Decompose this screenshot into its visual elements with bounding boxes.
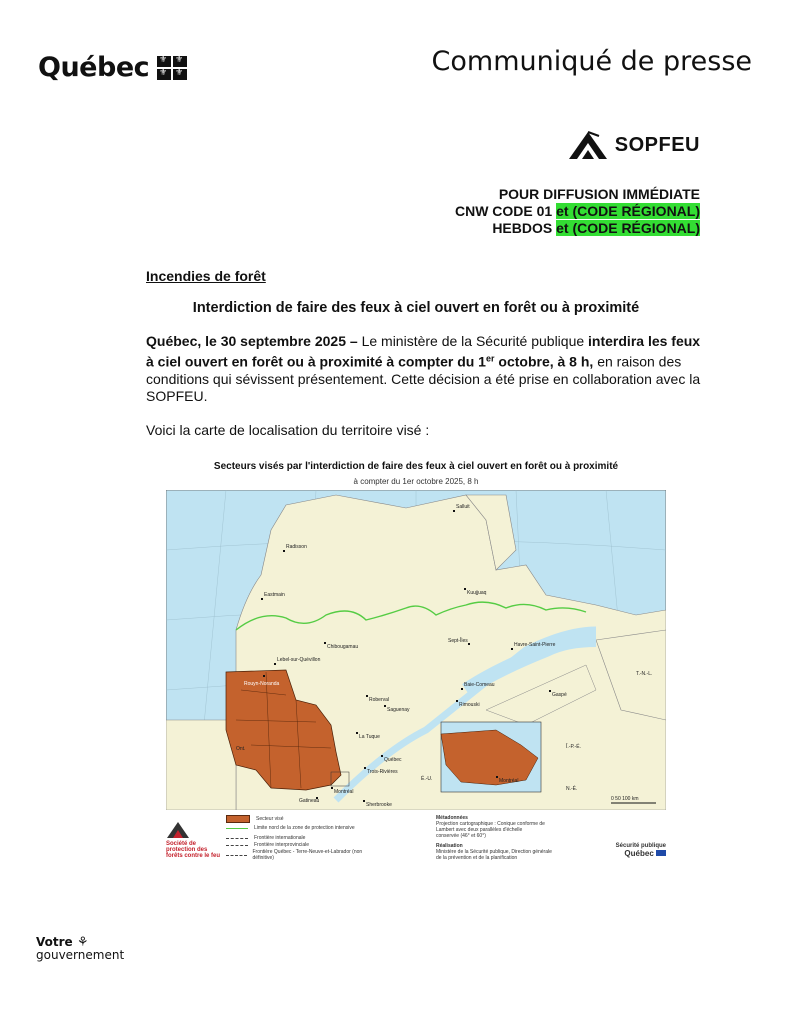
dateline: Québec, le 30 septembre 2025 – xyxy=(146,333,358,349)
quebec-flag-icon xyxy=(656,850,666,856)
legend-interprov xyxy=(226,842,309,848)
paragraph-1 xyxy=(146,333,702,405)
regional-code-highlight: et (CODE RÉGIONAL) xyxy=(556,220,700,236)
legend-label: Secteur visé xyxy=(256,816,284,822)
footer-votre: Votre xyxy=(36,935,73,949)
sopfeu-caption: Société de protection des forêts contre le feu xyxy=(166,841,221,859)
msp-line-1: Sécurité publique xyxy=(615,843,666,849)
city-label: Montréal xyxy=(334,789,354,795)
legend-intl xyxy=(226,835,305,841)
sopfeu-map-triangle-icon xyxy=(166,821,190,839)
city-label: Gatineau xyxy=(299,798,320,804)
legend-metadata xyxy=(436,815,546,839)
region-label: T.-N.-L. xyxy=(636,671,653,677)
legend-label: Frontière interprovinciale xyxy=(254,842,310,848)
map-title: Secteurs visés par l'interdiction de faire des feux à ciel ouvert en forêt ou à proximité xyxy=(213,461,619,472)
hebdos-code: HEBDOS xyxy=(492,220,557,236)
sopfeu-triangle-icon xyxy=(567,130,609,160)
metadata-text: Projection cartographique : Conique conforme de Lambert avec deux parallèles d'échelle conservée (46° et 60°) xyxy=(436,821,545,839)
body-emphasis: octobre, à 8 h, xyxy=(494,353,594,370)
city-label: Eastmain xyxy=(264,592,285,598)
interprov-swatch xyxy=(226,845,248,846)
city-label: Gaspé xyxy=(552,692,567,698)
city-label: Roberval xyxy=(369,697,390,703)
sopfeu-map-logo xyxy=(166,821,221,859)
msp-quebec-word: Québec xyxy=(624,849,654,858)
metadata-title: Métadonnées xyxy=(436,815,468,821)
body-text: en raison des conditions qui sévissent présentement. Cette décision a été prise en collaboration avec la SOPFEU. xyxy=(146,353,701,404)
sector-swatch xyxy=(226,815,250,823)
cnw-code: CNW CODE 01 xyxy=(454,203,557,219)
topic-heading: Incendies de forêt xyxy=(146,268,266,284)
region-label: Î.-P.-É. xyxy=(566,744,581,750)
region-label: É.-U. xyxy=(421,776,433,782)
quebec-logo xyxy=(38,52,187,83)
fleur-sprout-icon: ⚘ xyxy=(76,935,89,950)
distribution-line-2 xyxy=(455,203,700,220)
legend-sector xyxy=(226,815,284,823)
msp-logo xyxy=(616,843,666,858)
intl-swatch xyxy=(226,838,248,839)
legend-label: Limite nord de la zone de protection intensive xyxy=(254,825,355,831)
ontario-landmass xyxy=(166,720,236,810)
legend-limit xyxy=(226,825,355,831)
document-type: Communiqué de presse xyxy=(431,46,752,77)
limit-swatch xyxy=(226,828,248,829)
legend-realisation xyxy=(436,843,556,861)
map-legend xyxy=(166,813,666,869)
city-label: La Tuque xyxy=(359,734,380,740)
qc-nl-swatch xyxy=(226,855,247,856)
city-label: Québec xyxy=(384,757,402,763)
paragraph-2: Voici la carte de localisation du territoire visé : xyxy=(146,421,430,438)
city-label: Radisson xyxy=(286,544,307,550)
city-label: Chibougamau xyxy=(327,644,359,650)
ordinal-superscript: er xyxy=(485,353,495,363)
footer-line-2: gouvernement xyxy=(36,948,125,962)
city-label: Lebel-sur-Quévillon xyxy=(277,657,321,663)
body-text: Le ministère de la Sécurité publique xyxy=(357,333,589,349)
legend-label: Frontière Québec - Terre-Neuve-et-Labrador (non définitive) xyxy=(252,849,363,861)
distribution-block xyxy=(455,186,700,237)
press-body xyxy=(146,333,702,456)
regional-code-highlight: et (CODE RÉGIONAL) xyxy=(556,203,700,219)
press-headline: Interdiction de faire des feux à ciel ouvert en forêt ou à proximité xyxy=(192,300,640,316)
region-label: N.-É. xyxy=(566,786,578,792)
city-label: Montréal xyxy=(499,778,519,784)
fire-ban-map-figure xyxy=(146,455,686,870)
region-label: Ont. xyxy=(236,746,246,752)
quebec-map xyxy=(166,490,666,810)
body-emphasis: interdira les feux à ciel ouvert en forêt ou à proximité à compter du 1 xyxy=(146,333,701,370)
distribution-line-1: POUR DIFFUSION IMMÉDIATE xyxy=(498,186,700,202)
city-label: Sept-Îles xyxy=(448,638,468,644)
city-label: Baie-Comeau xyxy=(464,682,495,688)
sopfeu-logo xyxy=(567,130,700,160)
map-scale: 0 50 100 km xyxy=(611,796,639,802)
city-label: Salluit xyxy=(456,504,470,510)
quebec-wordmark: Québec xyxy=(38,52,150,83)
legend-qc-nl xyxy=(226,849,376,861)
sopfeu-wordmark: SOPFEU xyxy=(614,133,700,156)
city-label: Trois-Rivières xyxy=(367,769,398,775)
city-label: Rouyn-Noranda xyxy=(244,681,280,687)
city-label: Rimouski xyxy=(459,702,480,708)
fleur-de-lis-flag-icon xyxy=(157,56,187,80)
realisation-text: Ministère de la Sécurité publique, Direction générale de la prévention et de la planification xyxy=(436,849,552,861)
realisation-title: Réalisation xyxy=(436,843,463,849)
city-label: Kuujjuaq xyxy=(467,590,487,596)
distribution-line-3 xyxy=(455,220,700,237)
map-subtitle: à compter du 1er octobre 2025, 8 h xyxy=(353,477,479,486)
city-label: Saguenay xyxy=(387,707,410,713)
votre-gouvernement-logo xyxy=(36,936,124,962)
city-label: Havre-Saint-Pierre xyxy=(514,642,556,648)
msp-line-2 xyxy=(616,849,666,858)
city-label: Sherbrooke xyxy=(366,802,392,808)
legend-label: Frontière internationale xyxy=(254,835,306,841)
